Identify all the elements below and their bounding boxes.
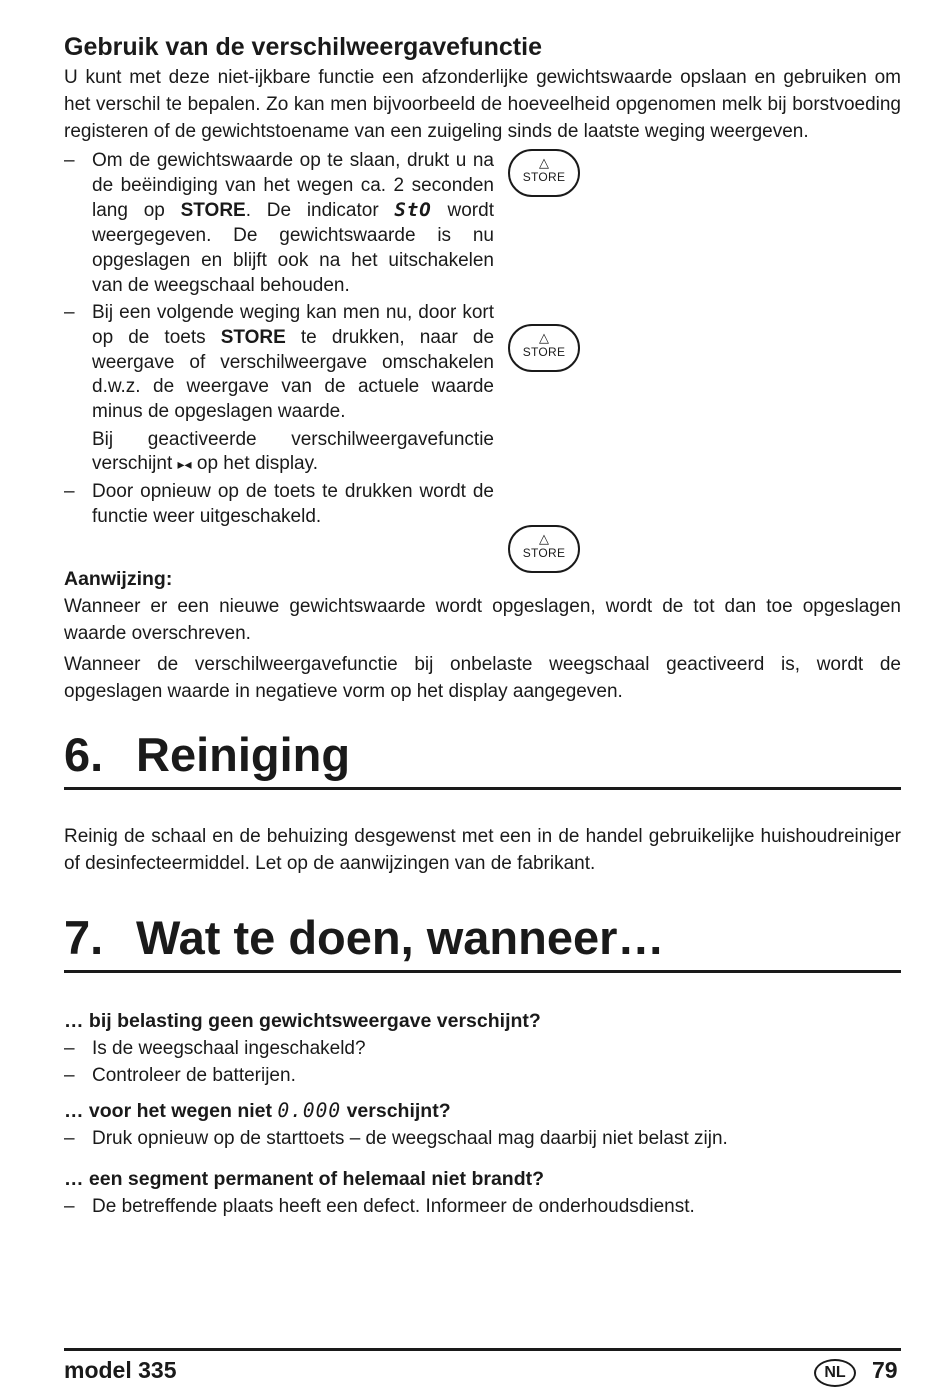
store-button-label: STORE xyxy=(522,170,566,184)
section-6-title: 6. Reiniging xyxy=(64,727,901,790)
step-1: – Om de gewichtswaarde op te slaan, drukt u na de beëindiging van het wegen ca. 2 seconden lang op STORE. De indicator StO wordt weergegeven. De gewichtswaarde is nu opgeslagen en blijft ook na het uitschakelen van de weegschaal behouden. xyxy=(64,150,494,296)
step-3: – Door opnieuw op de toets te drukken wordt de functie weer uitgeschakeld. xyxy=(64,481,494,527)
section-7-title: 7. Wat te doen, wanneer… xyxy=(64,910,901,973)
store-button-illustration-3 xyxy=(508,525,580,573)
list-dash: – xyxy=(64,150,75,171)
note-block xyxy=(64,566,901,705)
lcd-zero-display: 0.000 xyxy=(277,1098,342,1122)
triangle-up-icon: △ xyxy=(539,155,549,170)
section-number: 6. xyxy=(64,727,104,781)
list-item: – Druk opnieuw op de starttoets – de weegschaal mag daarbij niet belast zijn. xyxy=(64,1127,728,1149)
store-button-illustration-1 xyxy=(508,149,580,197)
list-dash: – xyxy=(64,481,75,503)
store-button-label: STORE xyxy=(522,546,566,560)
section-number: 7. xyxy=(64,910,104,964)
store-steps xyxy=(64,149,901,560)
list-item: – De betreffende plaats heeft een defect. Informeer de onderhoudsdienst. xyxy=(64,1195,695,1217)
question-2: … voor het wegen niet 0.000 verschijnt? xyxy=(64,1098,451,1122)
list-item: – Is de weegschaal ingeschakeld? xyxy=(64,1037,366,1059)
language-badge: NL xyxy=(814,1359,856,1387)
triangle-up-icon: △ xyxy=(539,531,549,546)
question-3: … een segment permanent of helemaal niet brandt? xyxy=(64,1167,545,1190)
store-button-label: STORE xyxy=(522,345,566,359)
page-footer xyxy=(64,1348,901,1395)
list-dash: – xyxy=(64,302,75,324)
page-number: 79 xyxy=(872,1357,898,1383)
store-button-illustration-2 xyxy=(508,324,580,372)
step-2: – Bij een volgende weging kan men nu, door kort op de toets STORE te drukken, naar de weergave of verschilweergave omschakelen d.w.z. de weergave van de actuele waarde minus de opgeslagen waarde. Bij geactiveerde verschilweergavefunctie verschijnt ▸◂ op het display. xyxy=(64,301,494,477)
difference-function-intro: U kunt met deze niet-ijkbare functie een afzonderlijke gewichtswaarde opslaan en gebruiken om het verschil te bepalen. Zo kan men bijvoorbeeld de hoeveelheid opgenomen melk bij borstvoeding registeren of de gewichtstoename van een zuigeling sinds de laatste weging weergeven. xyxy=(64,67,901,142)
lcd-sto-indicator: StO xyxy=(394,199,432,222)
list-item: – Controleer de batterijen. xyxy=(64,1064,296,1086)
difference-function-heading: Gebruik van de verschilweergavefunctie xyxy=(64,33,542,61)
cleaning-text: Reinig de schaal en de behuizing desgewenst met een in de handel gebruikelijke huishoudreiniger of desinfecteermiddel. Let op de aanwijzingen van de fabrikant. xyxy=(64,825,901,874)
difference-symbol-icon: ▸◂ xyxy=(177,456,192,473)
step-2-continuation: Bij geactiveerde verschilweergavefunctie verschijnt ▸◂ op het display. xyxy=(92,428,494,475)
note-paragraph-1: Wanneer er een nieuwe gewichtswaarde wordt opgeslagen, wordt de tot dan toe opgeslagen waarde overschreven. xyxy=(64,595,901,644)
store-key-name: STORE xyxy=(220,326,286,348)
note-paragraph-2: Wanneer de verschilweergavefunctie bij onbelaste weegschaal geactiveerd is, wordt de opgeslagen waarde in negatieve vorm op het display aangegeven. xyxy=(64,653,901,702)
question-1: … bij belasting geen gewichtsweergave verschijnt? xyxy=(64,1009,541,1032)
store-key-name: STORE xyxy=(180,200,246,222)
page-content xyxy=(64,30,901,1220)
triangle-up-icon: △ xyxy=(539,330,549,345)
note-heading: Aanwijzing: xyxy=(64,567,173,590)
model-name: model 335 xyxy=(64,1357,177,1383)
